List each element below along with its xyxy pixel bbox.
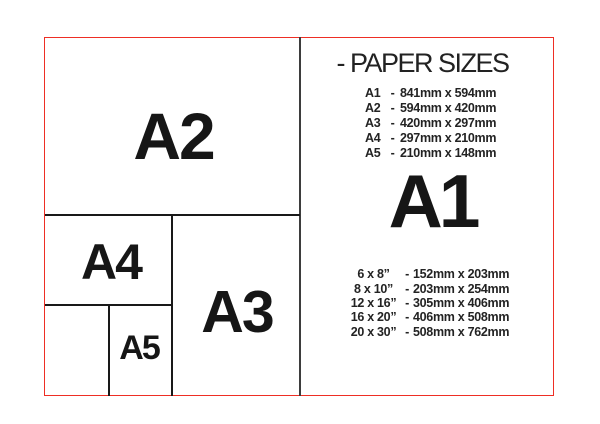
paper-box-a3: [174, 222, 300, 402]
size-label: A1: [365, 86, 381, 101]
size-label: 12 x 16”: [350, 295, 397, 310]
a-size-row: [365, 130, 496, 145]
inch-size-row: [346, 281, 509, 295]
panel-title: - PAPER SIZES: [336, 48, 509, 78]
size-dimensions: 406mm x 508mm: [413, 310, 510, 325]
size-dimensions: 841mm x 594mm: [400, 86, 497, 101]
size-label: 16 x 20”: [350, 310, 397, 325]
dash-separator: -: [405, 310, 409, 325]
paper-label-a2: A2: [133, 99, 214, 173]
dash-separator: -: [390, 101, 395, 116]
size-label: A2: [365, 101, 381, 116]
size-label: A3: [365, 115, 381, 130]
a-size-row: [365, 116, 496, 131]
size-dimensions: 152mm x 203mm: [413, 267, 510, 282]
featured-size-label: A1: [388, 159, 477, 243]
size-dimensions: 594mm x 420mm: [400, 101, 497, 116]
inch-size-row: [346, 324, 509, 338]
dash-separator: -: [390, 145, 395, 160]
a-size-row: [365, 101, 496, 116]
info-panel: [301, 37, 554, 396]
dash-separator: -: [390, 115, 395, 130]
size-label: 6 x 8”: [357, 267, 390, 282]
size-dimensions: 420mm x 297mm: [400, 115, 497, 130]
size-label: A5: [365, 145, 381, 160]
size-dimensions: 210mm x 148mm: [400, 145, 497, 160]
paper-box-a5: [108, 303, 170, 393]
size-label: 8 x 10”: [354, 281, 393, 296]
dash-separator: -: [390, 130, 395, 145]
inch-size-row: [346, 296, 509, 310]
a-size-row: [365, 86, 496, 101]
paper-label-a4: A4: [81, 234, 141, 290]
dash-separator: -: [405, 281, 409, 296]
a-size-row: [365, 145, 496, 160]
dash-separator: -: [405, 324, 409, 339]
inch-size-list: [346, 267, 509, 339]
dash-separator: -: [390, 86, 395, 101]
size-label: A4: [365, 130, 381, 145]
size-dimensions: 203mm x 254mm: [413, 281, 510, 296]
dash-separator: -: [405, 295, 409, 310]
size-label: 20 x 30”: [350, 324, 397, 339]
paper-box-a2: [47, 48, 301, 224]
inch-size-row: [346, 267, 509, 281]
paper-label-a3: A3: [201, 278, 273, 345]
a-size-list: [365, 86, 496, 160]
inch-size-row: [346, 310, 509, 324]
size-dimensions: 297mm x 210mm: [400, 130, 497, 145]
paper-box-a4: [48, 218, 174, 306]
size-dimensions: 305mm x 406mm: [413, 295, 510, 310]
size-dimensions: 508mm x 762mm: [413, 324, 510, 339]
dash-separator: -: [405, 267, 409, 282]
paper-label-a5: A5: [119, 329, 159, 367]
